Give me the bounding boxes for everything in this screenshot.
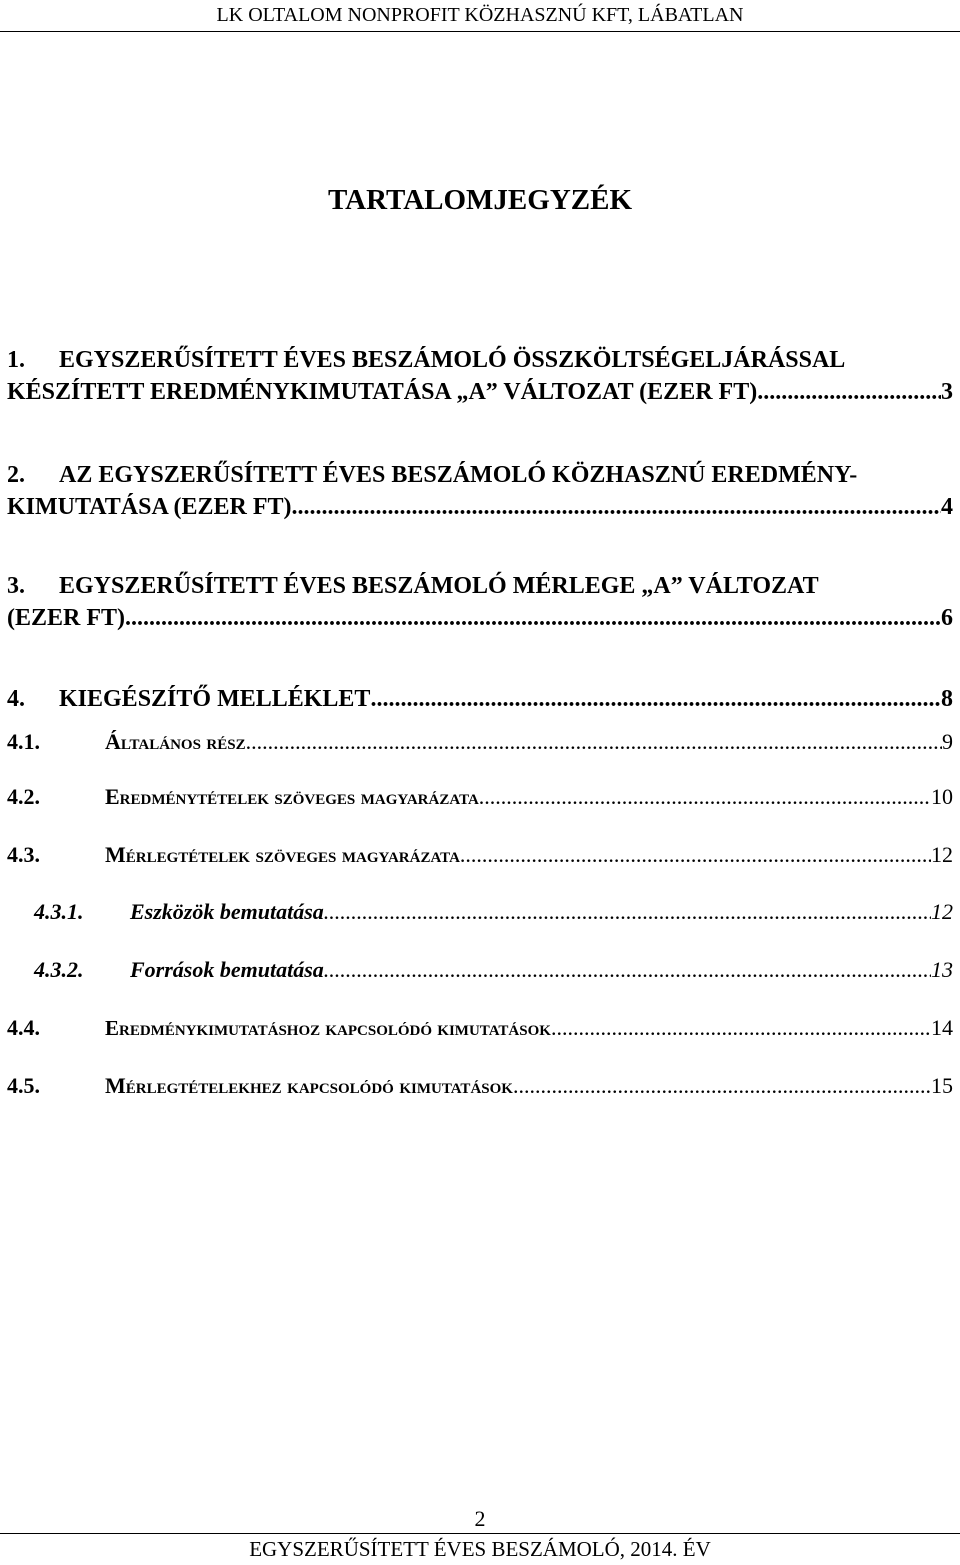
toc-entry-number: 4.1. [7, 729, 40, 754]
toc-leader-dots [324, 956, 931, 984]
toc-entry-page: 13 [931, 957, 953, 982]
toc-entry-title: Mérlegtételek szöveges magyarázata [105, 842, 460, 867]
toc-entry-title-line2: (EZER FT) [7, 605, 126, 631]
toc-entry-page: 12 [931, 842, 953, 867]
footer-page-number: 2 [474, 1506, 486, 1531]
toc-leader-dots [551, 1014, 931, 1042]
header-text: LK OLTALOM NONPROFIT KÖZHASZNÚ KFT, LÁBATLAN [216, 4, 744, 26]
toc-entry-4-1[interactable] [7, 728, 953, 756]
toc-entry-page: 6 [941, 605, 953, 631]
toc-leader-dots [370, 683, 941, 715]
toc-entry-title-line1: EGYSZERŰSÍTETT ÉVES BESZÁMOLÓ MÉRLEGE „A” VÁLTOZAT [59, 573, 819, 599]
toc-leader-dots [479, 783, 931, 811]
toc-entry-number: 4. [7, 686, 25, 712]
toc-entry-4-3-1[interactable] [34, 898, 953, 926]
footer-divider [0, 1533, 960, 1534]
toc-entry-page: 15 [931, 1073, 953, 1098]
toc-entry-number: 4.2. [7, 784, 40, 809]
toc-entry-title-line2: KÉSZÍTETT EREDMÉNYKIMUTATÁSA „A” VÁLTOZAT (EZER FT) [7, 379, 758, 405]
toc-entry-title: Eredménykimutatáshoz kapcsolódó kimutatások [105, 1016, 551, 1040]
toc-entry-page: 9 [942, 729, 953, 754]
toc-entry-4[interactable] [7, 683, 953, 715]
toc-entry-title-line1: AZ EGYSZERŰSÍTETT ÉVES BESZÁMOLÓ KÖZHASZNÚ EREDMÉNY- [59, 462, 858, 488]
toc-entry-title: Források bemutatása [130, 957, 324, 982]
toc-entry-2[interactable] [7, 459, 953, 523]
toc-leader-dots [291, 491, 941, 523]
toc-entry-title-line2: KIMUTATÁSA (EZER FT) [7, 494, 292, 520]
toc-leader-dots [757, 376, 941, 408]
toc-entry-page: 8 [941, 686, 953, 712]
toc-entry-3[interactable] [7, 570, 953, 634]
toc-leader-dots [513, 1072, 931, 1100]
toc-entry-number: 4.3. [7, 842, 40, 867]
toc-entry-title: KIEGÉSZÍTŐ MELLÉKLET [59, 686, 371, 712]
toc-entry-4-3[interactable] [7, 841, 953, 869]
toc-entry-title: Általános rész [105, 729, 246, 754]
toc-entry-1[interactable] [7, 344, 953, 408]
toc-entry-page: 12 [931, 899, 953, 924]
toc-entry-page: 3 [941, 379, 953, 405]
toc-entry-number: 2. [7, 462, 25, 488]
toc-entry-page: 4 [941, 494, 953, 520]
toc-leader-dots [125, 602, 941, 634]
footer-text: EGYSZERŰSÍTETT ÉVES BESZÁMOLÓ, 2014. ÉV [249, 1537, 711, 1561]
toc-entry-title: Eredménytételek szöveges magyarázata [105, 784, 479, 809]
toc-leader-dots [246, 728, 942, 756]
toc-entry-number: 4.3.1. [34, 899, 84, 924]
toc-entry-4-3-2[interactable] [34, 956, 953, 984]
toc-entry-number: 3. [7, 573, 25, 599]
toc-entry-4-5[interactable] [7, 1072, 953, 1100]
toc-entry-number: 4.4. [7, 1015, 40, 1040]
page-title: TARTALOMJEGYZÉK [327, 184, 633, 216]
toc-entry-page: 14 [931, 1015, 953, 1040]
toc-entry-4-2[interactable] [7, 783, 953, 811]
toc-leader-dots [324, 898, 931, 926]
page-header [0, 0, 960, 32]
toc-entry-number: 4.3.2. [34, 957, 84, 982]
toc-entry-number: 1. [7, 347, 25, 373]
toc-entry-number: 4.5. [7, 1073, 40, 1098]
toc-entry-title: Mérlegtételekhez kapcsolódó kimutatások [105, 1073, 513, 1098]
toc-entry-4-4[interactable] [7, 1014, 953, 1042]
toc-entry-page: 10 [931, 784, 953, 809]
toc-leader-dots [460, 841, 931, 869]
toc-entry-title-line1: EGYSZERŰSÍTETT ÉVES BESZÁMOLÓ ÖSSZKÖLTSÉGELJÁRÁSSAL [59, 347, 846, 373]
toc-entry-title: Eszközök bemutatása [130, 899, 324, 924]
